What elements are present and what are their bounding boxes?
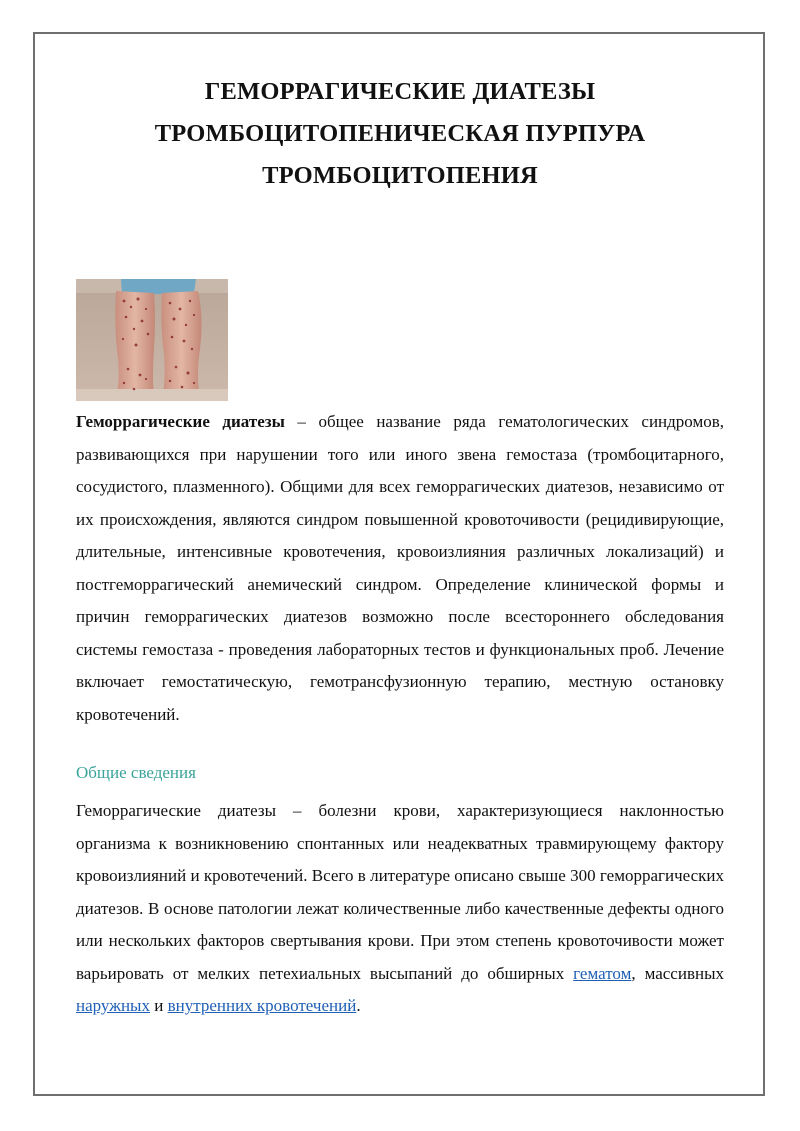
intro-paragraph — [76, 406, 724, 731]
intro-term: Геморрагические диатезы — [76, 412, 285, 431]
body-text-mid-2: и — [149, 996, 168, 1015]
body-text-mid-1: , массивных — [631, 963, 724, 983]
section-heading: Общие сведения — [76, 763, 196, 782]
body-paragraph — [76, 795, 724, 1023]
legs-purpura-photo — [76, 279, 228, 401]
intro-text: – общее название ряда гематологических синдромов, развивающихся при нарушении того или иного звена гемостаза (тромбоцитарного, сосудистого, плазменного). Общими для всех геморрагических диатезов, независимо от их происхождения, являются синдром повышенной кровоточивости (рецидивирующие, длительные, интенсивные кровотечения, кровоизлияния различных локализаций) и постгеморрагический анемический синдром. Определение клинической формы и причин геморрагических диатезов возможно после всестороннего обследования системы гемостаза - проведения лабораторных тестов и функциональных проб. Лечение включает гемостатическую, гемотрансфузионную терапию, местную остановку кровотечений. — [76, 412, 725, 724]
title-line-3: ТРОМБОЦИТОПЕНИЯ — [262, 162, 538, 189]
title-line-2: ТРОМБОЦИТОПЕНИЧЕСКАЯ ПУРПУРА — [154, 120, 646, 147]
link-external-bleeding[interactable]: наружных — [76, 996, 150, 1015]
title-line-1: ГЕМОРРАГИЧЕСКИЕ ДИАТЕЗЫ — [204, 78, 596, 105]
body-text: Геморрагические диатезы – болезни крови, характеризующиеся наклонностью организма к возникновению спонтанных или неадекватных травмирующему фактору кровоизлияний и кровотечений. Всего в литературе описано свыше 300 геморрагических диатезов. В основе патологии лежат количественные либо качественные дефекты одного или нескольких факторов свертывания крови. При этом степень кровоточивости может варьировать от мелких петехиальных высыпаний до обширных — [76, 801, 724, 983]
link-internal-bleeding[interactable]: внутренних кровотечений — [167, 996, 357, 1015]
link-hematoma[interactable]: гематом — [573, 963, 632, 983]
body-text-end: . — [356, 996, 361, 1015]
